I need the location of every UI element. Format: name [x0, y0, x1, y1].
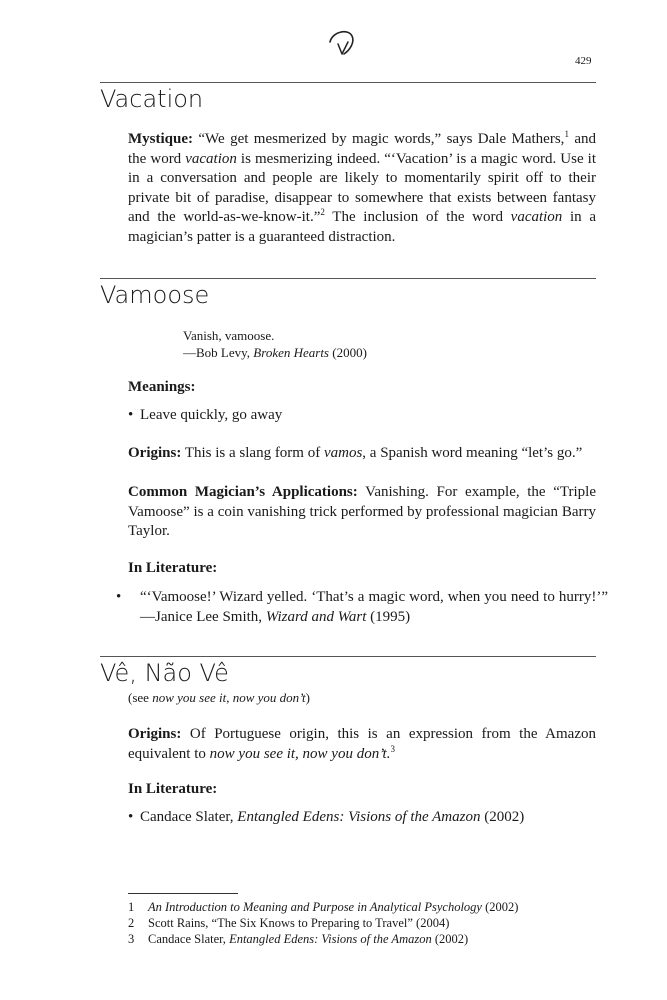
- italic-term: now you see it, now you don’t.: [209, 745, 391, 762]
- entry-heading-vacation: Vacation: [100, 85, 204, 113]
- text: “We get mesmerized by magic words,” says Dale Mathers,: [193, 131, 565, 147]
- origins-label: Origins:: [128, 726, 182, 742]
- text: (2000): [329, 345, 367, 360]
- text: (see: [128, 690, 153, 705]
- cross-reference-link[interactable]: now you see it, now you don’t: [152, 690, 306, 705]
- footnote-ref-2[interactable]: 2: [320, 207, 325, 217]
- text: Leave quickly, go away: [140, 407, 283, 423]
- epigraph-attribution: [183, 344, 367, 361]
- bullet-icon: •: [128, 809, 134, 825]
- text: Vanishing. For example, the “Triple Vamoose” is a coin vanishing trick performed by professional magician Barry Taylor.: [128, 484, 597, 539]
- footnote-ref-1[interactable]: 1: [564, 129, 569, 139]
- italic-title: Entangled Edens: Visions of the Amazon: [229, 932, 432, 946]
- applications-label: Common Magician’s Applications:: [128, 484, 358, 500]
- entry-heading-vamoose: Vamoose: [100, 281, 210, 309]
- footnote-divider: [128, 893, 238, 894]
- text: and the word: [128, 131, 596, 167]
- literature-item: [116, 588, 608, 627]
- text: Scott Rains, “The Six Knows to Preparing to Travel” (2004): [148, 916, 450, 930]
- text: (1995): [366, 608, 411, 625]
- mystique-paragraph: [128, 130, 596, 247]
- footnote-2: [128, 916, 598, 932]
- section-ornament-icon: [322, 24, 362, 60]
- footnote-1: [128, 900, 598, 916]
- literature-label: In Literature:: [128, 560, 218, 576]
- text: (2002): [481, 900, 519, 914]
- meanings-label: Meanings:: [128, 379, 196, 395]
- meaning-item: [128, 406, 596, 426]
- page-number: 429: [575, 55, 592, 67]
- italic-title: Entangled Edens: Visions of the Amazon: [237, 809, 481, 825]
- text: —Bob Levy,: [183, 345, 254, 360]
- footnote-3: [128, 932, 598, 948]
- footnote-number: 3: [128, 932, 135, 946]
- italic-title: An Introduction to Meaning and Purpose in Analytical Psychology: [148, 900, 482, 914]
- text: “‘Vamoose!’ Wizard yelled. ‘That’s a magic word, when you need to hurry!’” —Janice Lee Smith,: [140, 589, 608, 625]
- italic-term: vamos: [323, 445, 363, 461]
- epigraph-line: Vanish, vamoose.: [183, 328, 275, 343]
- bullet-icon: •: [116, 589, 122, 605]
- text: Candace Slater,: [148, 932, 230, 946]
- italic-title: Broken Hearts: [253, 345, 329, 360]
- origins-paragraph: [128, 725, 596, 764]
- section-divider: [100, 656, 596, 657]
- footnote-number: 1: [128, 900, 135, 914]
- cross-reference: [128, 690, 310, 706]
- section-divider: [100, 82, 596, 83]
- text: is mesmerizing indeed. “‘Vacation’ is a magic word. Use it in a conversation and people are likely to momentarily spirit off to their private bit of paradise, disappear to somewhere that exists between fantasy and the world-as-we-know-it.”: [128, 150, 597, 225]
- applications-paragraph: [128, 483, 596, 542]
- text: in a magician’s patter is a guaranteed distraction.: [128, 209, 596, 245]
- literature-item: [128, 808, 596, 828]
- text: ): [305, 690, 310, 705]
- mystique-label: Mystique:: [128, 131, 193, 147]
- footnote-number: 2: [128, 916, 135, 930]
- text: Of Portuguese origin, this is an expression from the Amazon equivalent to: [128, 726, 596, 762]
- origins-label: Origins:: [128, 445, 182, 461]
- text: The inclusion of the word: [324, 209, 511, 225]
- text: This is a slang form of: [181, 445, 324, 461]
- text: Candace Slater,: [140, 809, 238, 825]
- italic-term: vacation: [510, 209, 563, 225]
- italic-title: Wizard and Wart: [265, 608, 367, 625]
- text: (2002): [480, 809, 525, 825]
- origins-paragraph: [128, 444, 596, 464]
- section-divider: [100, 278, 596, 279]
- italic-term: vacation: [185, 150, 237, 167]
- bullet-icon: •: [128, 407, 134, 423]
- text: , a Spanish word meaning “let’s go.”: [362, 445, 583, 461]
- epigraph: [183, 327, 367, 361]
- text: (2002): [431, 932, 469, 946]
- entry-heading-ve-nao-ve: Vê, Não Vê: [100, 659, 229, 687]
- footnote-ref-3[interactable]: 3: [390, 743, 395, 754]
- literature-label: In Literature:: [128, 781, 218, 797]
